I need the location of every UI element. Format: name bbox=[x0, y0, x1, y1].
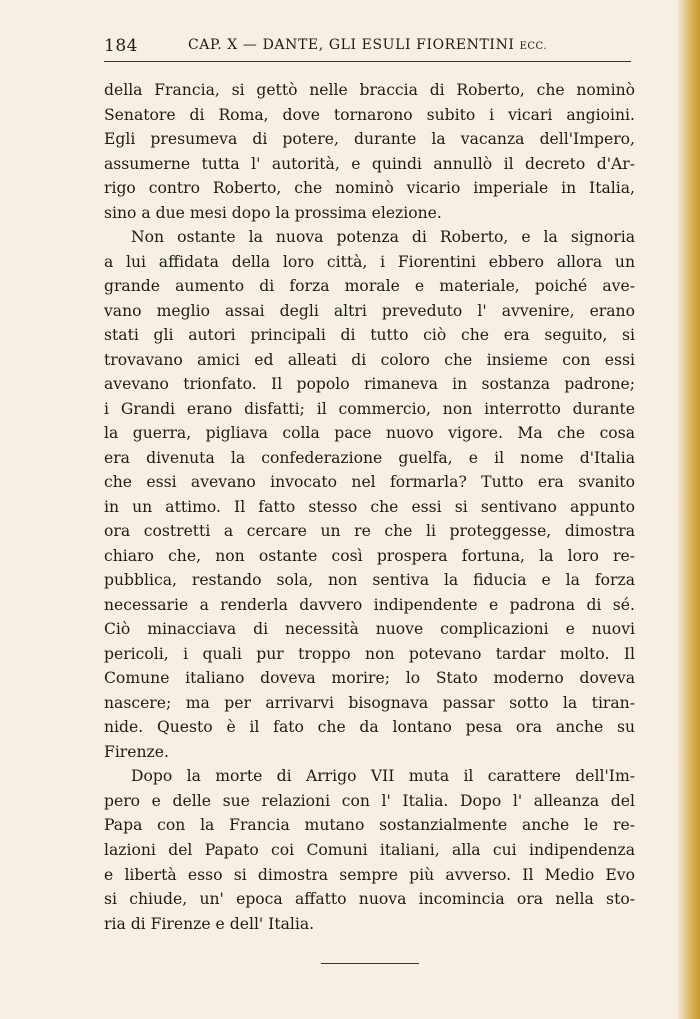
text-line: Ciò minacciava di necessità nuove complicazioni e nuovi bbox=[104, 620, 635, 639]
header-rule bbox=[104, 61, 631, 62]
text-line: Dopo la morte di Arrigo VII muta il carattere dell'Im- bbox=[131, 767, 635, 786]
text-line: nascere; ma per arrivarvi bisognava passar sotto la tiran- bbox=[104, 693, 635, 712]
text-line: i Grandi erano disfatti; il commercio, non interrotto durante bbox=[104, 399, 635, 418]
text-line: vano meglio assai degli altri preveduto l' avvenire, erano bbox=[104, 301, 635, 320]
text-line: rigo contro Roberto, che nominò vicario imperiale in Italia, bbox=[104, 179, 635, 198]
running-head-suffix: ECC. bbox=[519, 41, 548, 52]
text-line: Firenze. bbox=[104, 742, 169, 761]
text-line: Egli presumeva di potere, durante la vacanza dell'Impero, bbox=[104, 130, 635, 149]
text-line: che essi avevano invocato nel formarla? Tutto era svanito bbox=[104, 473, 635, 492]
text-line: a lui affidata della loro città, i Fiorentini ebbero allora un bbox=[104, 252, 635, 271]
text-line: ora costretti a cercare un re che li proteggesse, dimostra bbox=[104, 522, 635, 541]
text-line: sino a due mesi dopo la prossima elezione. bbox=[104, 203, 442, 222]
text-line: chiaro che, non ostante così prospera fortuna, la loro re- bbox=[104, 546, 635, 565]
text-line: in un attimo. Il fatto stesso che essi si sentivano appunto bbox=[104, 497, 635, 516]
running-head-title: CAP. X — DANTE, GLI ESULI FIORENTINI bbox=[188, 37, 515, 53]
page-number: 184 bbox=[104, 36, 138, 56]
text-line: stati gli autori principali di tutto ciò che era seguito, si bbox=[104, 326, 635, 345]
body-text bbox=[104, 78, 635, 936]
text-line: ria di Firenze e dell' Italia. bbox=[104, 914, 315, 933]
text-line: Papa con la Francia mutano sostanzialmente anche le re- bbox=[104, 816, 635, 835]
text-line: avevano trionfato. Il popolo rimaneva in sostanza padrone; bbox=[104, 375, 635, 394]
text-line: lazioni del Papato coi Comuni italiani, alla cui indipendenza bbox=[104, 840, 635, 859]
text-line: e libertà esso si dimostra sempre più avverso. Il Medio Evo bbox=[104, 865, 635, 884]
text-line: trovavano amici ed alleati di coloro che insieme con essi bbox=[104, 350, 635, 369]
text-line: necessarie a renderla davvero indipendente e padrona di sé. bbox=[104, 595, 635, 614]
text-line: la guerra, pigliava colla pace nuovo vigore. Ma che cosa bbox=[104, 424, 635, 443]
text-line: Comune italiano doveva morire; lo Stato moderno doveva bbox=[104, 669, 635, 688]
end-rule bbox=[321, 963, 419, 964]
page-header bbox=[104, 36, 634, 66]
text-line: si chiude, un' epoca affatto nuova incomincia ora nella sto- bbox=[104, 890, 635, 909]
text-line: assumerne tutta l' autorità, e quindi annullò il decreto d'Ar- bbox=[104, 154, 635, 173]
text-line: Non ostante la nuova potenza di Roberto, e la signoria bbox=[131, 228, 635, 247]
running-head bbox=[188, 37, 547, 53]
text-line: grande aumento di forza morale e materiale, poiché ave- bbox=[104, 277, 635, 296]
text-line: Senatore di Roma, dove tornarono subito i vicari angioini. bbox=[104, 105, 635, 124]
text-line: pubblica, restando sola, non sentiva la fiducia e la forza bbox=[104, 571, 635, 590]
page-edge bbox=[678, 0, 700, 1019]
text-line: nide. Questo è il fato che da lontano pesa ora anche su bbox=[104, 718, 635, 737]
text-line: della Francia, si gettò nelle braccia di Roberto, che nominò bbox=[104, 81, 635, 99]
text-line: pericoli, i quali pur troppo non potevano tardar molto. Il bbox=[104, 644, 635, 663]
text-line: era divenuta la confederazione guelfa, e il nome d'Italia bbox=[104, 448, 635, 467]
text-line: pero e delle sue relazioni con l' Italia. Dopo l' alleanza del bbox=[104, 791, 635, 810]
